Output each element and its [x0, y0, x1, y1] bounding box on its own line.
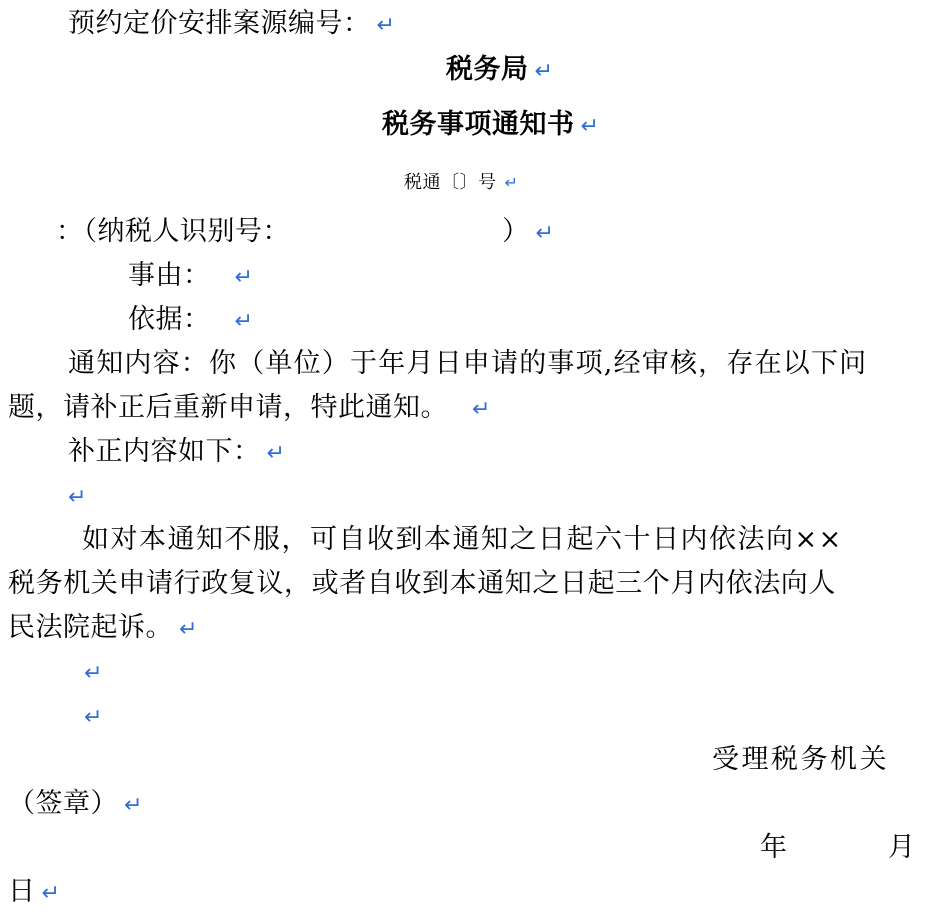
appeal-line-3 [8, 610, 198, 648]
reason-line [128, 258, 253, 296]
appeal-text-2: 税务机关申请行政复议，或者自收到本通知之日起三个月内依法向人 [8, 568, 836, 599]
date-month [888, 830, 916, 866]
case-number-line [68, 6, 395, 44]
reason-label: 事由： [128, 260, 211, 291]
month-label: 月 [888, 832, 916, 863]
bureau-heading [446, 52, 553, 90]
document-number-line [404, 171, 518, 195]
paragraph-mark-icon: ↵ [376, 13, 396, 38]
paragraph-mark-icon: ↵ [234, 265, 254, 290]
appeal-text-1: 如对本通知不服，可自收到本通知之日起六十日内依法向×× [82, 524, 843, 555]
taxpayer-id-close: ） [502, 216, 530, 247]
date-day [8, 874, 60, 912]
basis-label: 依据： [128, 304, 211, 335]
case-number-label: 预约定价安排案源编号： [68, 8, 371, 39]
correction-label: 补正内容如下： [68, 436, 261, 467]
paragraph-mark-icon: ↵ [504, 173, 519, 192]
appeal-text-3: 民法院起诉。 [8, 612, 173, 643]
paragraph-mark-icon: ↵ [179, 617, 198, 642]
content-line-2 [8, 390, 491, 428]
day-label: 日 [8, 876, 36, 907]
paragraph-mark-icon: ↵ [535, 221, 555, 246]
taxpayer-id-label: ：（纳税人识别号： [56, 216, 290, 247]
authority-label: 受理税务机关 [712, 744, 889, 775]
date-year [760, 830, 788, 866]
paragraph-mark-icon: ↵ [84, 661, 103, 686]
paragraph-mark-icon: ↵ [266, 441, 286, 466]
appeal-line-2 [8, 566, 836, 602]
paragraph-mark-icon: ↵ [580, 114, 600, 139]
content-text-2: 题，请补正后重新申请，特此通知。 [8, 392, 448, 423]
taxpayer-line [56, 214, 554, 252]
empty-paragraph [62, 478, 87, 516]
paragraph-mark-icon: ↵ [234, 309, 254, 334]
empty-paragraph [78, 698, 103, 736]
empty-paragraph [78, 654, 103, 692]
paragraph-mark-icon: ↵ [41, 881, 61, 906]
document-title [382, 107, 599, 145]
authority-line [712, 742, 889, 778]
seal-label: （签章） [8, 788, 118, 819]
correction-line [68, 434, 285, 472]
paragraph-mark-icon: ↵ [472, 397, 491, 422]
content-text-1: 通知内容：你（单位）于年月日申请的事项,经审核，存在以下问 [68, 348, 868, 379]
year-label: 年 [760, 832, 788, 863]
basis-line [128, 302, 253, 340]
title-text: 税务事项通知书 [382, 109, 575, 140]
content-line-1 [68, 346, 867, 382]
document-number: 税通〔〕号 [404, 172, 497, 193]
bureau-label: 税务局 [446, 54, 529, 85]
paragraph-mark-icon: ↵ [84, 705, 103, 730]
paragraph-mark-icon: ↵ [534, 59, 554, 84]
paragraph-mark-icon: ↵ [68, 485, 87, 510]
seal-line [8, 786, 143, 824]
appeal-line-1 [82, 522, 843, 558]
paragraph-mark-icon: ↵ [124, 793, 143, 818]
